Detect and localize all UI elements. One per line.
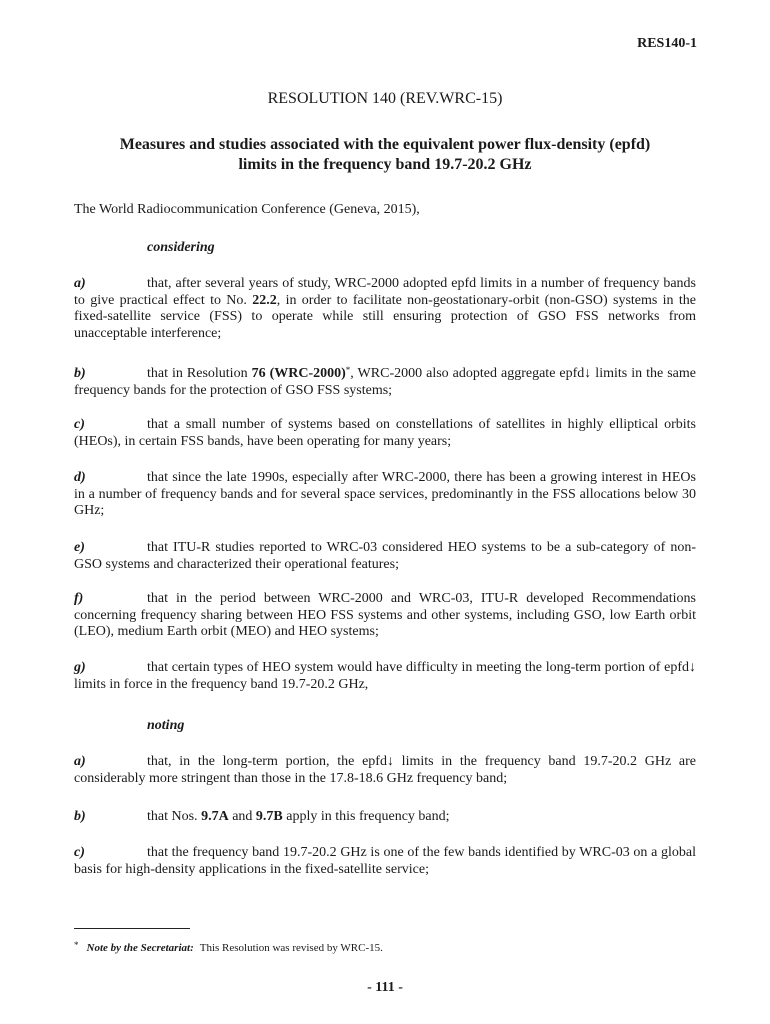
item-text: that a small number of systems based on constellations of satellites in highly elliptical orbits (HEOs), in certain FSS bands, have been operating for many years; <box>74 417 696 449</box>
considering-item-a <box>74 276 696 342</box>
document-reference: RES140-1 <box>637 36 697 51</box>
down-arrow-symbol: ↓ <box>689 660 696 675</box>
item-label: e) <box>74 540 85 555</box>
item-text: that certain types of HEO system would have difficulty in meeting the long-term portion of epfd <box>147 660 689 675</box>
footnote-text: This Resolution was revised by WRC-15. <box>199 942 383 954</box>
item-label: g) <box>74 660 86 675</box>
item-ref: 9.7B <box>255 809 283 824</box>
subtitle-line-1: Measures and studies associated with the equivalent power flux-density (epfd) <box>119 136 651 153</box>
item-text: that, after several years of study, WRC-2000 adopted epfd limits in a number of frequency bands to give practical effect to No. <box>74 276 696 308</box>
page-number: - 111 - <box>367 980 403 995</box>
down-arrow-symbol: ↓ <box>386 754 394 769</box>
considering-item-b <box>74 362 696 399</box>
considering-heading: considering <box>147 240 215 255</box>
item-text: that, in the long-term portion, the epfd <box>147 754 387 769</box>
item-label: b) <box>74 809 86 824</box>
item-label: a) <box>74 276 86 291</box>
item-ref: 9.7A <box>201 809 229 824</box>
item-ref: 22.2 <box>252 292 277 308</box>
item-text: limits in force in the frequency band 19.7-20.2 GHz, <box>74 676 369 692</box>
item-text: and <box>228 809 256 824</box>
footnote-lead: Note by the Secretariat: <box>86 942 194 954</box>
subtitle-line-2: limits in the frequency band 19.7-20.2 GHz <box>238 156 532 173</box>
considering-item-c <box>74 417 696 450</box>
item-ref: 76 (WRC-2000) <box>251 366 346 381</box>
item-text: , in order to facilitate non-geostationary-orbit (non-GSO) systems in the fixed-satellite service (FSS) to operate while still ensuring protection of GSO FSS networks from unacceptable interference; <box>74 292 696 341</box>
item-label: d) <box>74 470 86 485</box>
item-text: , WRC-2000 also adopted aggregate epfd <box>350 366 585 381</box>
footnote-mark: * <box>74 940 79 950</box>
noting-item-b <box>74 809 696 826</box>
item-text: that in the period between WRC-2000 and WRC-03, ITU-R developed Recommendations concerning frequency sharing between HEO FSS systems and other systems, including GSO, low Earth orbit (LEO), medium Earth orbit (MEO) and HEO systems; <box>74 591 696 639</box>
footnote-marker: * <box>345 365 351 375</box>
item-text: limits in the same frequency bands for the protection of GSO FSS systems; <box>74 366 696 398</box>
considering-item-e <box>74 540 696 573</box>
item-text: that ITU-R studies reported to WRC-03 considered HEO systems to be a sub-category of non-GSO systems and characterized their operational features; <box>74 540 696 572</box>
item-text: that Nos. <box>147 809 202 824</box>
item-label: c) <box>74 845 85 860</box>
noting-heading: noting <box>147 718 185 733</box>
considering-item-g <box>74 660 696 693</box>
noting-item-c <box>74 845 696 878</box>
noting-item-a <box>74 754 696 787</box>
item-label: f) <box>74 591 84 606</box>
item-label: b) <box>74 366 86 381</box>
item-text: that since the late 1990s, especially after WRC-2000, there has been a growing interest in HEOs in a number of frequency bands and for several space services, predominantly in the FSS allocations below 30 GHz; <box>74 470 696 518</box>
resolution-title: RESOLUTION 140 (REV.WRC-15) <box>267 90 503 107</box>
item-text: limits in the frequency band 19.7-20.2 GHz are considerably more stringent than those in the 17.8-18.6 GHz frequency band; <box>74 754 696 786</box>
item-text: that in Resolution <box>147 366 252 381</box>
footnote <box>74 940 383 954</box>
item-text: apply in this frequency band; <box>282 809 450 824</box>
considering-item-f <box>74 591 696 641</box>
considering-item-d <box>74 470 696 520</box>
item-text: that the frequency band 19.7-20.2 GHz is one of the few bands identified by WRC-03 on a global basis for high-density applications in the fixed-satellite service; <box>74 845 696 877</box>
footnote-divider <box>74 928 190 929</box>
item-label: a) <box>74 754 86 769</box>
resolution-subtitle <box>74 135 696 175</box>
intro-text: The World Radiocommunication Conference (Geneva, 2015), <box>74 202 420 217</box>
item-label: c) <box>74 417 85 432</box>
down-arrow-symbol: ↓ <box>584 366 592 381</box>
